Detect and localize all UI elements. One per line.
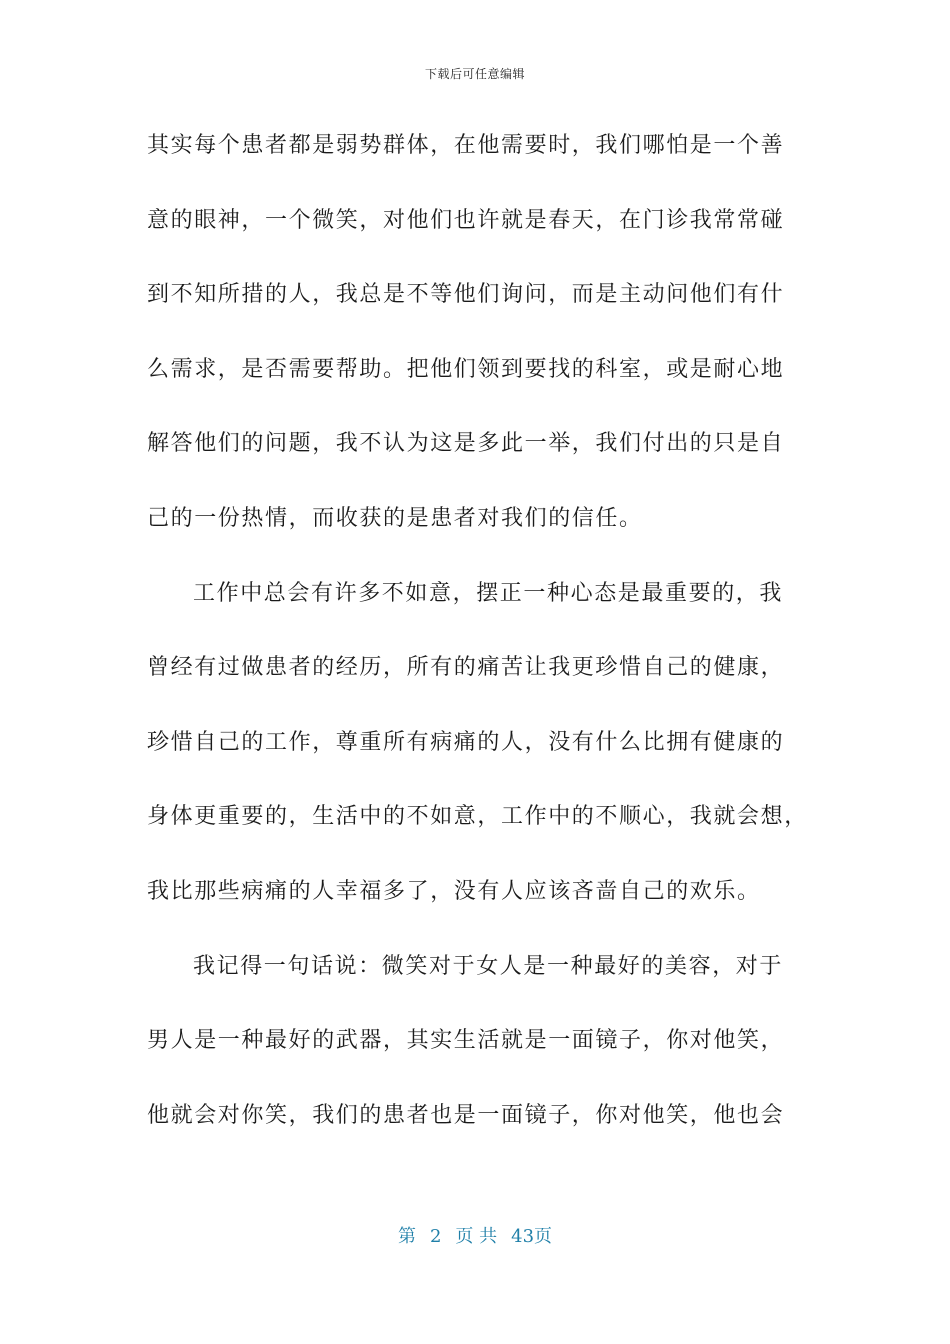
page-footer	[0, 1225, 950, 1249]
page-header: 下载后可任意编辑	[424, 67, 525, 81]
body-line: 己的一份热情，而收获的是患者对我们的信任。	[147, 505, 643, 531]
body-line: 解答他们的问题，我不认为这是多此一举，我们付出的只是自	[147, 431, 785, 457]
body-line: 身体更重要的，生活中的不如意，工作中的不顺心，我就会想，	[147, 804, 808, 830]
footer-suffix: 页	[534, 1226, 553, 1247]
body-line: 到不知所措的人，我总是不等他们询问，而是主动问他们有什	[147, 282, 785, 308]
body-line: 意的眼神，一个微笑，对他们也许就是春天，在门诊我常常碰	[147, 207, 785, 233]
document-body	[147, 130, 807, 1174]
body-line: 么需求，是否需要帮助。把他们领到要找的科室，或是耐心地	[147, 356, 785, 382]
body-line: 男人是一种最好的武器，其实生活就是一面镜子，你对他笑，	[147, 1028, 785, 1054]
body-line: 珍惜自己的工作，尊重所有病痛的人，没有什么比拥有健康的	[147, 729, 785, 755]
paragraph-first-line: 我记得一句话说：微笑对于女人是一种最好的美容，对于	[193, 953, 784, 979]
footer-page-number: 2	[429, 1226, 442, 1247]
body-line: 其实每个患者都是弱势群体，在他需要时，我们哪怕是一个善	[147, 133, 785, 158]
footer-middle: 页 共	[455, 1226, 498, 1247]
body-line: 我比那些病痛的人幸福多了，没有人应该吝啬自己的欢乐。	[147, 878, 761, 904]
footer-total-pages: 43	[511, 1226, 535, 1247]
paragraph-first-line: 工作中总会有许多不如意，摆正一种心态是最重要的，我	[193, 580, 784, 606]
footer-prefix: 第	[397, 1226, 416, 1247]
body-line: 曾经有过做患者的经历，所有的痛苦让我更珍惜自己的健康，	[147, 655, 785, 681]
body-line: 他就会对你笑，我们的患者也是一面镜子，你对他笑，他也会	[147, 1102, 785, 1128]
